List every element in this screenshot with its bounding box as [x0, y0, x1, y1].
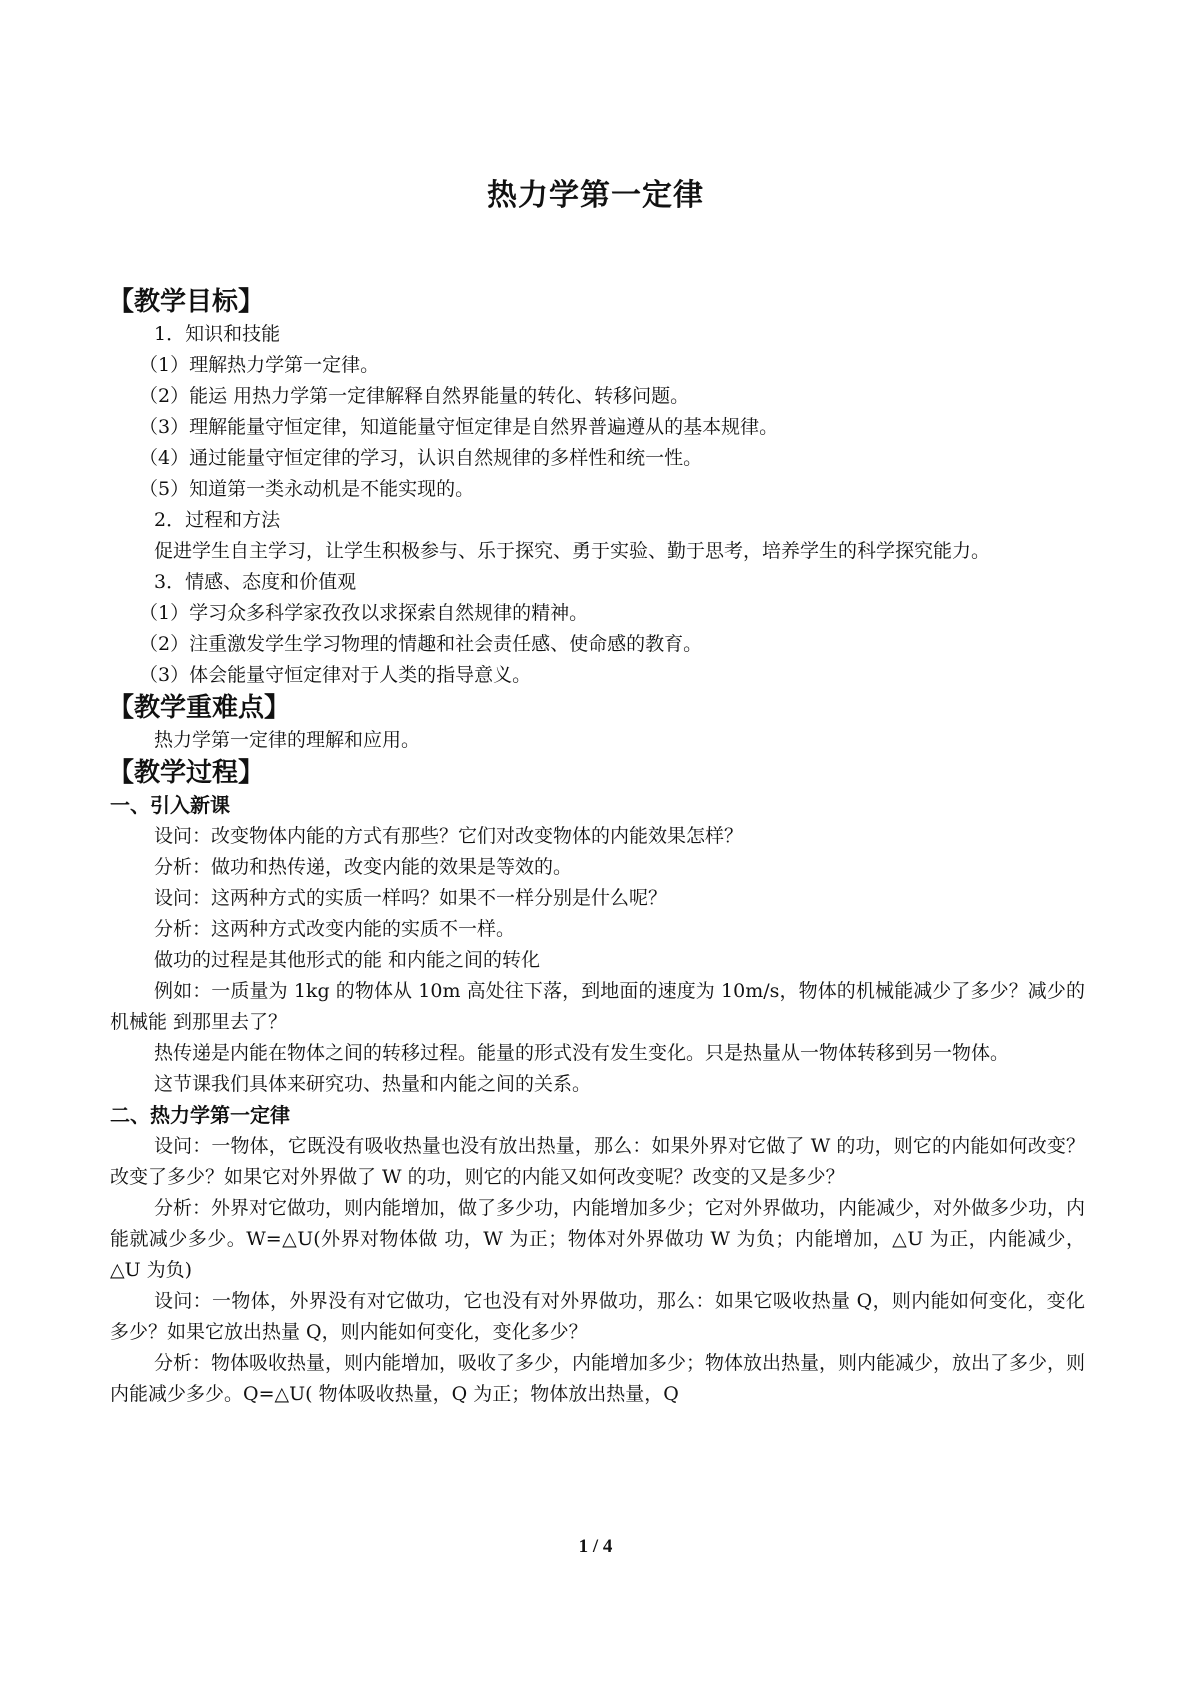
obj1-item-4: （4）通过能量守恒定律的学习，认识自然规律的多样性和统一性。 [139, 447, 703, 469]
obj3-item-2: （2）注重激发学生学习物理的情趣和社会责任感、使命感的教育。 [139, 633, 703, 655]
objectives-heading: 【教学目标】 [108, 287, 265, 317]
process-heading: 【教学过程】 [108, 758, 265, 788]
part1-paragraph: 分析：这两种方式改变内能的实质不一样。 [154, 918, 516, 940]
part1-paragraph: 热传递是内能在物体之间的转移过程。能量的形式没有发生变化。只是热量从一物体转移到另一物体。 [154, 1042, 1010, 1064]
page-title: 热力学第一定律 [487, 178, 704, 213]
obj1-item-3: （3）理解能量守恒定律，知道能量守恒定律是自然界普遍遵从的基本规律。 [139, 416, 779, 438]
page-number: 1 / 4 [578, 1536, 613, 1557]
document-body [110, 285, 1085, 1410]
obj1-item-5: （5）知道第一类永动机是不能实现的。 [139, 478, 475, 500]
obj1-heading: 1．知识和技能 [154, 323, 281, 345]
part2-paragraph: 分析：外界对它做功，则内能增加，做了多少功，内能增加多少；它对外界做功，内能减少，对外做多少功，内能就减少多少。W=△U(外界对物体做 功，W 为正；物体对外界做功 W 为负；内能增加，△U 为正，内能减少，△U 为负) [110, 1197, 1086, 1281]
obj1-item-2: （2）能运 用热力学第一定律解释自然界能量的转化、转移问题。 [139, 385, 690, 407]
part2-heading: 二、热力学第一定律 [110, 1103, 290, 1127]
part1-paragraph: 例如：一质量为 1kg 的物体从 10m 高处往下落，到地面的速度为 10m/s，物体的机械能减少了多少？减少的机械能 到那里去了？ [110, 980, 1085, 1033]
part1-paragraph: 设问：这两种方式的实质一样吗？如果不一样分别是什么呢？ [154, 887, 668, 909]
obj1-item-1: （1）理解热力学第一定律。 [139, 354, 380, 376]
obj2-text: 促进学生自主学习，让学生积极参与、乐于探究、勇于实验、勤于思考，培养学生的科学探究能力。 [154, 540, 991, 562]
obj2-heading: 2．过程和方法 [154, 509, 281, 531]
part1-paragraph: 分析：做功和热传递，改变内能的效果是等效的。 [154, 856, 573, 878]
part2-paragraph: 分析：物体吸收热量，则内能增加，吸收了多少，内能增加多少；物体放出热量，则内能减少，放出了多少，则内能减少多少。Q=△U( 物体吸收热量，Q 为正；物体放出热量，Q [110, 1352, 1086, 1405]
obj3-item-3: （3）体会能量守恒定律对于人类的指导意义。 [139, 664, 532, 686]
part1-paragraph: 做功的过程是其他形式的能 和内能之间的转化 [154, 949, 541, 971]
part2-paragraph: 设问：一物体，它既没有吸收热量也没有放出热量，那么：如果外界对它做了 W 的功，则它的内能如何改变？改变了多少？如果它对外界做了 W 的功，则它的内能又如何改变呢？改变的又是多少？ [110, 1135, 1085, 1188]
part1-paragraph: 设问：改变物体内能的方式有那些？它们对改变物体的内能效果怎样？ [154, 825, 744, 847]
obj3-item-1: （1）学习众多科学家孜孜以求探索自然规律的精神。 [139, 602, 589, 624]
key-points-text: 热力学第一定律的理解和应用。 [154, 729, 421, 751]
part2-paragraph: 设问：一物体，外界没有对它做功，它也没有对外界做功，那么：如果它吸收热量 Q，则内能如何变化，变化多少？如果它放出热量 Q，则内能如何变化，变化多少？ [110, 1290, 1085, 1343]
part1-paragraph: 这节课我们具体来研究功、热量和内能之间的关系。 [154, 1073, 592, 1095]
obj3-heading: 3．情感、态度和价值观 [154, 571, 357, 593]
key-points-heading: 【教学重难点】 [108, 693, 291, 723]
part1-heading: 一、引入新课 [110, 793, 230, 817]
